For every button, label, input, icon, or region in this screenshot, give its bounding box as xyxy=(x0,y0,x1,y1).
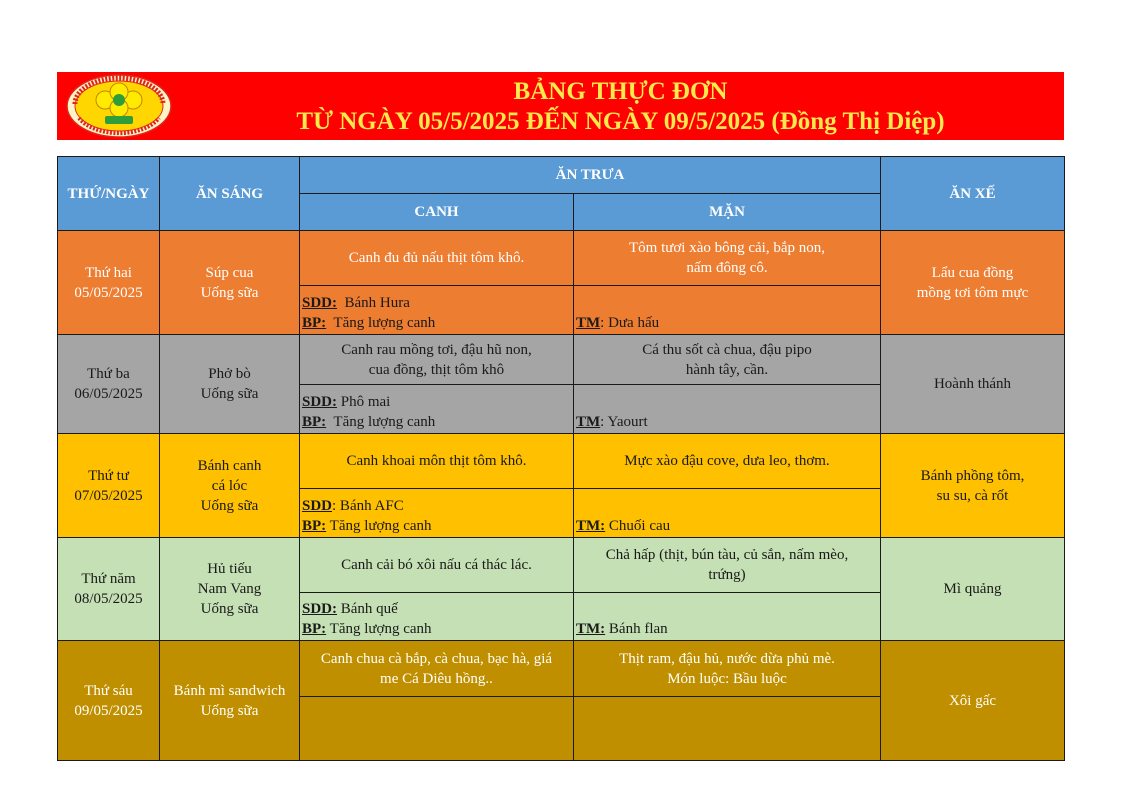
dessert-cell xyxy=(574,489,881,538)
day-cell xyxy=(57,641,160,761)
diet-note-cell xyxy=(300,593,574,641)
snack-cell xyxy=(881,434,1065,538)
snack-cell-text: Xôi gấc xyxy=(948,692,997,709)
day-cell xyxy=(57,231,160,335)
main-dish-cell-text: Mực xào đậu cove, dưa leo, thơm. xyxy=(624,453,830,469)
tm-line-value: : Yaourt xyxy=(600,414,648,430)
sdd-line-value: Bánh quế xyxy=(337,601,398,617)
sdd-line xyxy=(302,392,390,412)
diet-note-cell xyxy=(300,286,574,335)
day-cell-text: Thứ năm 08/05/2025 xyxy=(74,571,143,607)
snack-cell-text: Mì quảng xyxy=(943,581,1002,597)
day-cell xyxy=(57,538,160,641)
tm-line xyxy=(576,313,659,333)
header-day xyxy=(57,156,160,231)
day-cell-text: Thứ hai 05/05/2025 xyxy=(74,264,143,301)
soup-cell xyxy=(300,641,574,697)
sdd-line-key: SDD xyxy=(302,498,333,514)
bp-line-key: BP: xyxy=(302,414,327,430)
main-dish-cell-text: Tôm tươi xào bông cải, bắp non, nấm đông cô. xyxy=(628,240,826,276)
breakfast-cell xyxy=(160,641,300,761)
bp-line-value: Tăng lượng canh xyxy=(326,518,432,534)
tm-line-key: TM xyxy=(576,315,601,331)
soup-cell xyxy=(300,434,574,489)
snack-cell-text: Bánh phồng tôm, su su, cà rốt xyxy=(920,467,1025,504)
bp-line-key: BP: xyxy=(302,621,327,637)
breakfast-cell xyxy=(160,538,300,641)
soup-cell xyxy=(300,335,574,385)
bp-line xyxy=(302,516,432,536)
bp-line xyxy=(302,412,435,432)
snack-cell xyxy=(881,641,1065,761)
main-dish-cell xyxy=(574,641,881,697)
sdd-line-key: SDD: xyxy=(302,295,338,311)
tm-line xyxy=(576,516,670,536)
bp-line-value: Tăng lượng canh xyxy=(326,414,436,430)
sdd-line-value: Bánh Hura xyxy=(337,295,410,311)
header-snack-text: ĂN XẾ xyxy=(949,185,996,202)
snack-cell-text: Hoành thánh xyxy=(933,376,1012,392)
header-lunch-text: ĂN TRƯA xyxy=(555,167,625,183)
soup-cell xyxy=(300,538,574,593)
bp-line xyxy=(302,619,432,639)
dessert-cell xyxy=(574,286,881,335)
soup-cell-text: Canh chua cà bắp, cà chua, bạc hà, giá me Cá Diêu hồng.. xyxy=(320,650,553,687)
breakfast-cell-text: Hủ tiếu Nam Vang Uống sữa xyxy=(197,561,262,617)
main-dish-cell xyxy=(574,335,881,385)
header-breakfast xyxy=(160,156,300,231)
soup-cell-text: Canh khoai môn thịt tôm khô. xyxy=(346,453,527,469)
menu-title: BẢNG THỰC ĐƠN xyxy=(513,78,728,105)
header-breakfast-text: ĂN SÁNG xyxy=(195,185,264,202)
dessert-cell xyxy=(574,385,881,434)
header-main xyxy=(574,194,881,231)
header-snack xyxy=(881,156,1065,231)
sdd-line-key: SDD: xyxy=(302,601,338,617)
snack-cell xyxy=(881,538,1065,641)
tm-line xyxy=(576,619,668,639)
soup-cell-text: Canh đu đủ nấu thịt tôm khô. xyxy=(348,250,525,266)
day-cell-text: Thứ sáu 09/05/2025 xyxy=(74,682,143,719)
menu-date-range: TỪ NGÀY 05/5/2025 ĐẾN NGÀY 09/5/2025 (Đồng Thị Diệp) xyxy=(296,108,945,135)
main-dish-cell xyxy=(574,231,881,286)
snack-cell-text: Lẩu cua đồng mồng tơi tôm mực xyxy=(916,264,1029,301)
tm-line-key: TM: xyxy=(576,621,606,637)
snack-cell xyxy=(881,335,1065,434)
main-dish-cell-text: Chả hấp (thịt, bún tàu, củ sắn, nấm mèo, trứng) xyxy=(605,547,849,583)
sdd-line-key: SDD: xyxy=(302,394,338,410)
diet-note-cell xyxy=(300,385,574,434)
tm-line xyxy=(576,412,648,432)
main-dish-cell-text: Thịt ram, đậu hủ, nước dừa phủ mè. Món luộc: Bầu luộc xyxy=(619,650,835,687)
breakfast-cell xyxy=(160,335,300,434)
tm-line-value: Chuối cau xyxy=(605,518,671,534)
breakfast-cell-text: Súp cua Uống sữa xyxy=(200,264,259,301)
dessert-cell xyxy=(574,697,881,761)
bp-line-value: Tăng lượng canh xyxy=(326,621,432,637)
tm-line-key: TM xyxy=(576,414,601,430)
header-main-text: MẶN xyxy=(709,204,745,220)
snack-cell xyxy=(881,231,1065,335)
bp-line xyxy=(302,313,435,333)
day-cell-text: Thứ ba 06/05/2025 xyxy=(74,366,143,402)
title-banner xyxy=(57,72,1064,140)
breakfast-cell xyxy=(160,231,300,335)
diet-note-cell xyxy=(300,489,574,538)
bp-line-value: Tăng lượng canh xyxy=(326,315,436,331)
soup-cell-text: Canh cải bó xôi nấu cá thác lác. xyxy=(341,557,532,573)
dessert-cell xyxy=(574,593,881,641)
sdd-line-value: : Bánh AFC xyxy=(332,498,404,514)
diet-note-cell xyxy=(300,697,574,761)
day-cell xyxy=(57,335,160,434)
soup-cell-text: Canh rau mồng tơi, đậu hũ non, cua đồng, thịt tôm khô xyxy=(341,341,532,378)
tm-line-value: : Dưa hấu xyxy=(600,315,660,331)
day-cell xyxy=(57,434,160,538)
header-lunch xyxy=(300,156,881,194)
sdd-line-value: Phô mai xyxy=(337,394,391,410)
tm-line-value: Bánh flan xyxy=(605,621,668,637)
soup-cell xyxy=(300,231,574,286)
breakfast-cell-text: Phở bò Uống sữa xyxy=(200,366,259,402)
sdd-line xyxy=(302,293,410,313)
header-soup xyxy=(300,194,574,231)
sdd-line xyxy=(302,599,398,619)
menu-table xyxy=(57,156,1065,719)
main-dish-cell-text: Cá thu sốt cà chua, đậu pipo hành tây, cần. xyxy=(642,341,812,378)
sdd-line xyxy=(302,496,404,516)
breakfast-cell-text: Bánh canh cá lóc Uống sữa xyxy=(197,457,262,514)
main-dish-cell xyxy=(574,538,881,593)
main-dish-cell xyxy=(574,434,881,489)
header-soup-text: CANH xyxy=(414,204,459,220)
header-day-text: THỨ/NGÀY xyxy=(67,185,150,202)
tm-line-key: TM: xyxy=(576,518,606,534)
day-cell-text: Thứ tư 07/05/2025 xyxy=(74,467,143,504)
bp-line-key: BP: xyxy=(302,518,327,534)
breakfast-cell-text: Bánh mì sandwich Uống sữa xyxy=(173,682,286,719)
bp-line-key: BP: xyxy=(302,315,327,331)
school-emblem-icon xyxy=(65,74,173,138)
breakfast-cell xyxy=(160,434,300,538)
